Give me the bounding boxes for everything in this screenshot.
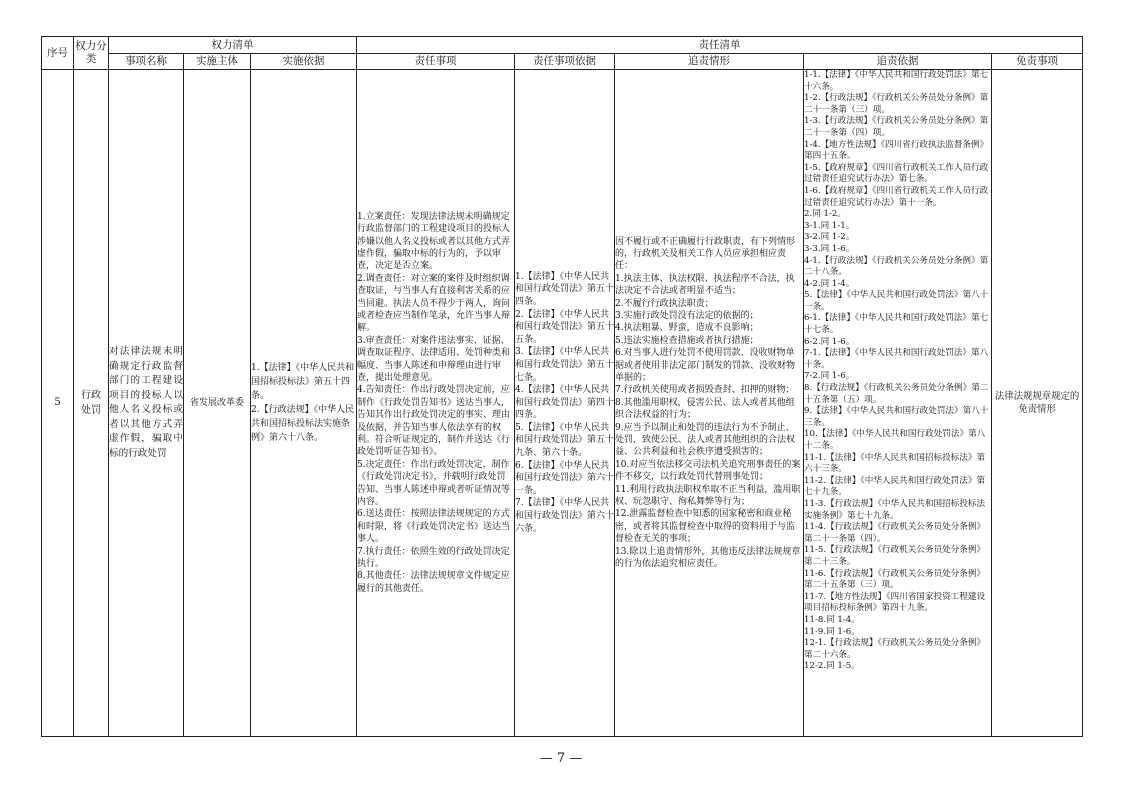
header-responsibility-list: 责任清单	[357, 37, 1083, 54]
responsibility-item: 5.决定责任：作出行政处罚决定，制作《行政处罚决定书》，并载明行政处罚告知、当事人陈述申辩或者听证情况等内容。	[357, 459, 511, 508]
accountability-basis-item: 7-1.【法律】《中华人民共和国行政处罚法》第八十条。	[804, 348, 989, 370]
accountability-basis-item: 8.【行政法规】《行政机关公务员处分条例》第二十五条第（五）项。	[804, 383, 989, 405]
header-power-list: 权力清单	[109, 37, 357, 54]
accountability-basis-item: 4-1.【行政法规】《行政机关公务员处分条例》第二十八条。	[804, 255, 989, 278]
row-subject: 省发展改革委	[184, 70, 251, 737]
accountability-case: 10.对应当依法移交司法机关追究刑事责任的案件不移交，以行政处罚代替刑事处罚；	[615, 459, 801, 483]
responsibility-item: 8.其他责任：法律法规规章文件规定应履行的其他责任。	[357, 571, 510, 594]
header-accountability-basis: 追责依据	[804, 54, 992, 70]
accountability-basis-item: 11-7.【地方性法规】《四川省国家投资工程建设项目招标投标条例》第四十九条。	[804, 591, 986, 614]
accountability-basis-item: 1-1.【法律】《中华人民共和国行政处罚法》第七十六条。	[804, 70, 989, 92]
accountability-basis-item: 9.【法律】《中华人民共和国行政处罚法》第八十三条。	[804, 406, 989, 428]
responsibility-basis-item: 3.【法律】《中华人民共和国行政处罚法》第五十七条。	[515, 347, 615, 383]
responsibility-basis-item: 6.【法律】《中华人民共和国行政处罚法》第六十一条。	[515, 460, 615, 496]
header-exemptions: 免责事项	[992, 54, 1083, 70]
responsibility-item: 3.审查责任：对案件违法事实、证据、调查取证程序、法律适用、处罚种类和幅度、当事人陈述和申辩理由进行审查，提出处理意见。	[357, 335, 511, 383]
accountability-basis-item: 11-4.【行政法规】《行政机关公务员处分条例》第二十一条第（四）。	[804, 522, 986, 544]
row-responsibility-items	[357, 70, 515, 737]
row-seq: 5	[42, 70, 74, 737]
accountability-case: 因不履行或不正确履行行政职责，有下列情形的，行政机关及相关工作人员应承担相应责任：	[615, 236, 796, 272]
accountability-basis-item: 2.同 1-2。	[804, 209, 846, 220]
accountability-case: 13.除以上追责情形外，其他违反法律法规规章的行为依法追究相应责任。	[615, 546, 801, 570]
responsibility-item: 6.送达责任：按照法律法规规定的方式和时限，将《行政处罚决定书》送达当事人。	[357, 509, 511, 545]
row-item-name: 对法律法规未明确规定行政监督部门的工程建设项目的投标人以他人名义投标或者以其他方式弄虚作假，骗取中标的行政处罚	[109, 70, 184, 737]
header-subject: 实施主体	[184, 54, 251, 70]
accountability-basis-item: 1-4.【地方性法规】《四川省行政执法监督条例》第四十五条。	[804, 139, 989, 162]
accountability-basis-item: 4-2.同 1-4。	[804, 278, 855, 289]
header-seq: 序号	[42, 37, 74, 70]
accountability-basis-item: 3-1.同 1-1。	[804, 220, 855, 231]
table-row	[42, 70, 1083, 737]
accountability-basis-item: 11-9.同 1-6。	[804, 626, 860, 637]
accountability-basis-item: 11-1.【法律】《中华人民共和国招标投标法》第六十三条。	[804, 452, 986, 475]
header-category: 权力分类	[74, 37, 109, 70]
responsibility-basis-item: 7.【法律】《中华人民共和国行政处罚法》第六十六条。	[515, 498, 615, 534]
responsibility-basis-item: 5.【法律】《中华人民共和国行政处罚法》第五十九条、第六十条。	[515, 422, 615, 459]
row-accountability-cases	[615, 70, 804, 737]
page-number: — 7 —	[539, 751, 583, 766]
accountability-basis-item: 6-1.【法律】《中华人民共和国行政处罚法》第七十七条。	[804, 313, 989, 336]
row-accountability-basis	[804, 70, 992, 737]
accountability-basis-item: 1-5.【政府规章】《四川省行政机关工作人员行政过错责任追究试行办法》第七条。	[804, 162, 989, 185]
row-category: 行政处罚	[74, 70, 109, 737]
accountability-basis-item: 12-1.【行政法规】《行政机关公务员处分条例》第二十六条。	[804, 638, 986, 660]
accountability-basis-item: 12-2.同 1-5。	[804, 661, 860, 672]
accountability-basis-item: 1-6.【政府规章】《四川省行政机关工作人员行政过错责任追究试行办法》第十一条。	[804, 185, 989, 208]
accountability-basis-item: 11-8.同 1-4。	[804, 614, 860, 625]
responsibility-item: 4.告知责任：作出行政处罚决定前，应制作《行政处罚告知书》送达当事人，告知其作出行政处罚决定的事实、理由及依据，并告知当事人依法享有的权利。符合听证规定的，制作并送达《行政处罚听证告知书》。	[357, 385, 511, 458]
accountability-basis-item: 11-5.【行政法规】《行政机关公务员处分条例》第二十三条。	[804, 545, 986, 567]
accountability-case: 8.其他滥用职权，侵害公民、法人或者其他组织合法权益的行为；	[615, 397, 795, 421]
power-responsibility-table	[41, 36, 1083, 737]
accountability-case: 4.执法粗暴、野蛮，造成不良影响；	[615, 323, 759, 334]
row-basis: 1.【法律】《中华人民共和国招标投标法》第五十四条。 2.【行政法规】《中华人民共和国招标投标法实施条例》第六十八条。	[251, 70, 357, 737]
accountability-case: 2.不履行行政执法职责；	[615, 298, 714, 309]
responsibility-basis-item: 4.【法律】《中华人民共和国行政处罚法》第四十四条。	[515, 385, 615, 421]
accountability-basis-item: 3-2.同 1-2。	[804, 232, 855, 243]
header-row-sub	[42, 54, 1083, 70]
accountability-basis-item: 11-2.【法律】《中华人民共和国行政处罚法》第七十九条。	[804, 475, 986, 498]
header-accountability-cases: 追责情形	[615, 54, 804, 70]
row-responsibility-basis	[515, 70, 615, 737]
accountability-basis-item: 1-3.【行政法规】《行政机关公务员处分条例》第二十一条第（四）项。	[804, 116, 989, 138]
header-basis: 实施依据	[251, 54, 357, 70]
accountability-case: 1.执法主体、执法权限、执法程序不合法，执法决定不合法或者明显不适当；	[615, 273, 795, 297]
accountability-basis-item: 1-2.【行政法规】《行政机关公务员处分条例》第二十一条第（三）项。	[804, 93, 989, 115]
accountability-case: 5.违法实施检查措施或者执行措施；	[615, 335, 759, 346]
responsibility-basis-item: 1.【法律】《中华人民共和国行政处罚法》第五十四条。	[515, 271, 615, 307]
accountability-basis-item: 10.【法律】《中华人民共和国行政处罚法》第八十二条。	[804, 429, 986, 451]
header-responsibility-items: 责任事项	[357, 54, 515, 70]
accountability-case: 12.泄露监督检查中知悉的国家秘密和商业秘密，或者将其监督检查中取得的资料用于与监督检查无关的事项；	[615, 509, 796, 545]
accountability-basis-item: 7-2.同 1-6。	[804, 371, 855, 382]
accountability-basis-item: 6-2.同 1-6。	[804, 336, 855, 347]
accountability-case: 9.应当予以制止和处罚的违法行为不予制止、处罚，致使公民、法人或者其他组织的合法权益、公共利益和社会秩序遭受损害的；	[615, 422, 796, 458]
accountability-basis-item: 5.【法律】《中华人民共和国行政处罚法》第八十一条。	[804, 290, 989, 312]
accountability-case: 7.行政机关使用或者损毁查封、扣押的财物；	[615, 385, 795, 396]
accountability-basis-item: 3-3.同 1-6。	[804, 243, 855, 254]
accountability-case: 11.利用行政执法职权牟取不正当利益，滥用职权、玩忽职守、徇私舞弊等行为；	[615, 484, 801, 508]
accountability-case: 3.实施行政处罚没有法定的依据的；	[615, 310, 759, 321]
responsibility-item: 2.调查责任：对立案的案件及时组织调查取证，与当事人有直接利害关系的应当回避。执法人员不得少于两人，询问或者检查应当制作笔录，允许当事人辩解。	[357, 273, 511, 334]
responsibility-basis-item: 2.【法律】《中华人民共和国行政处罚法》第五十五条。	[515, 309, 615, 345]
accountability-basis-item: 11-6.【行政法规】《行政机关公务员处分条例》第二十五条第（三）项。	[804, 568, 986, 591]
accountability-case: 6.对当事人进行处罚不使用罚款、没收财物单据或者使用非法定部门制发的罚款、没收财物单据的；	[615, 348, 796, 383]
responsibility-item: 7.执行责任：依照生效的行政处罚决定执行。	[357, 546, 510, 570]
header-row-top	[42, 37, 1083, 54]
header-item-name: 事项名称	[109, 54, 184, 70]
row-exemptions: 法律法规规章规定的免责情形	[992, 70, 1083, 737]
header-responsibility-basis: 责任事项依据	[515, 54, 615, 70]
responsibility-item: 1.立案责任：发现法律法规未明确规定行政监督部门的工程建设项目的投标人涉嫌以他人名义投标或者以其他方式弄虚作假，骗取中标的行为的，予以审查，决定是否立案。	[357, 211, 511, 272]
accountability-basis-item: 11-3.【行政法规】《中华人民共和国招标投标法实施条例》第七十九条。	[804, 498, 986, 521]
